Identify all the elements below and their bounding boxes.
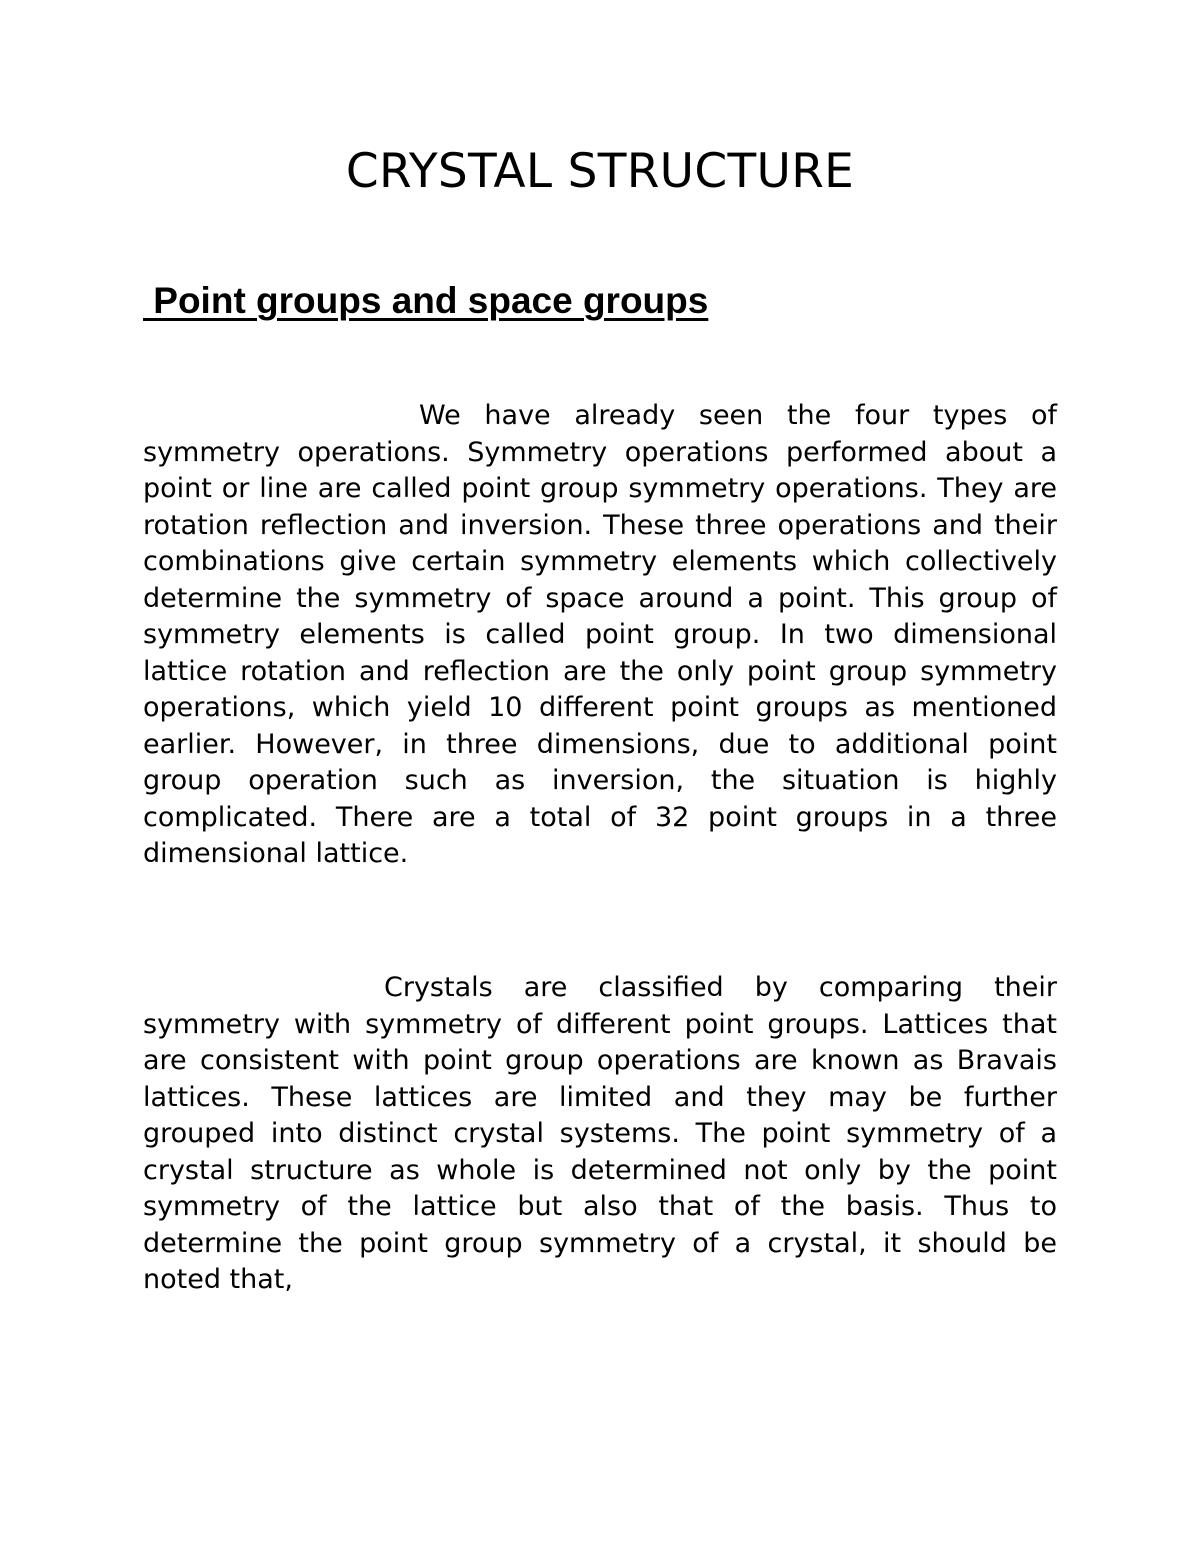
document-title: CRYSTAL STRUCTURE (345, 144, 855, 199)
body-paragraph-1: We have already seen the four types of symmetry operations. Symmetry operations performed about a point or line are called point group symmetry operations. They are rotation reflection and inversion. These three operations and their combinations give certain symmetry elements which collectively determine the symmetry of space around a point. This group of symmetry elements is called point group. In two dimensional lattice rotation and reflection are the only point group symmetry operations, which yield 10 different point groups as mentioned earlier. However, in three dimensions, due to additional point group operation such as inversion, the situation is highly complicated. There are a total of 32 point groups in a three dimensional lattice. (143, 400, 1057, 869)
section-heading: Point groups and space groups (143, 280, 709, 321)
body-paragraph-2: Crystals are classified by comparing their symmetry with symmetry of different point groups. Lattices that are consistent with point group operations are known as Bravais lattices. These lattices are limited and they may be further grouped into distinct crystal systems. The point symmetry of a crystal structure as whole is determined not only by the point symmetry of the lattice but also that of the basis. Thus to determine the point group symmetry of a crystal, it should be noted that, (143, 972, 1057, 1295)
